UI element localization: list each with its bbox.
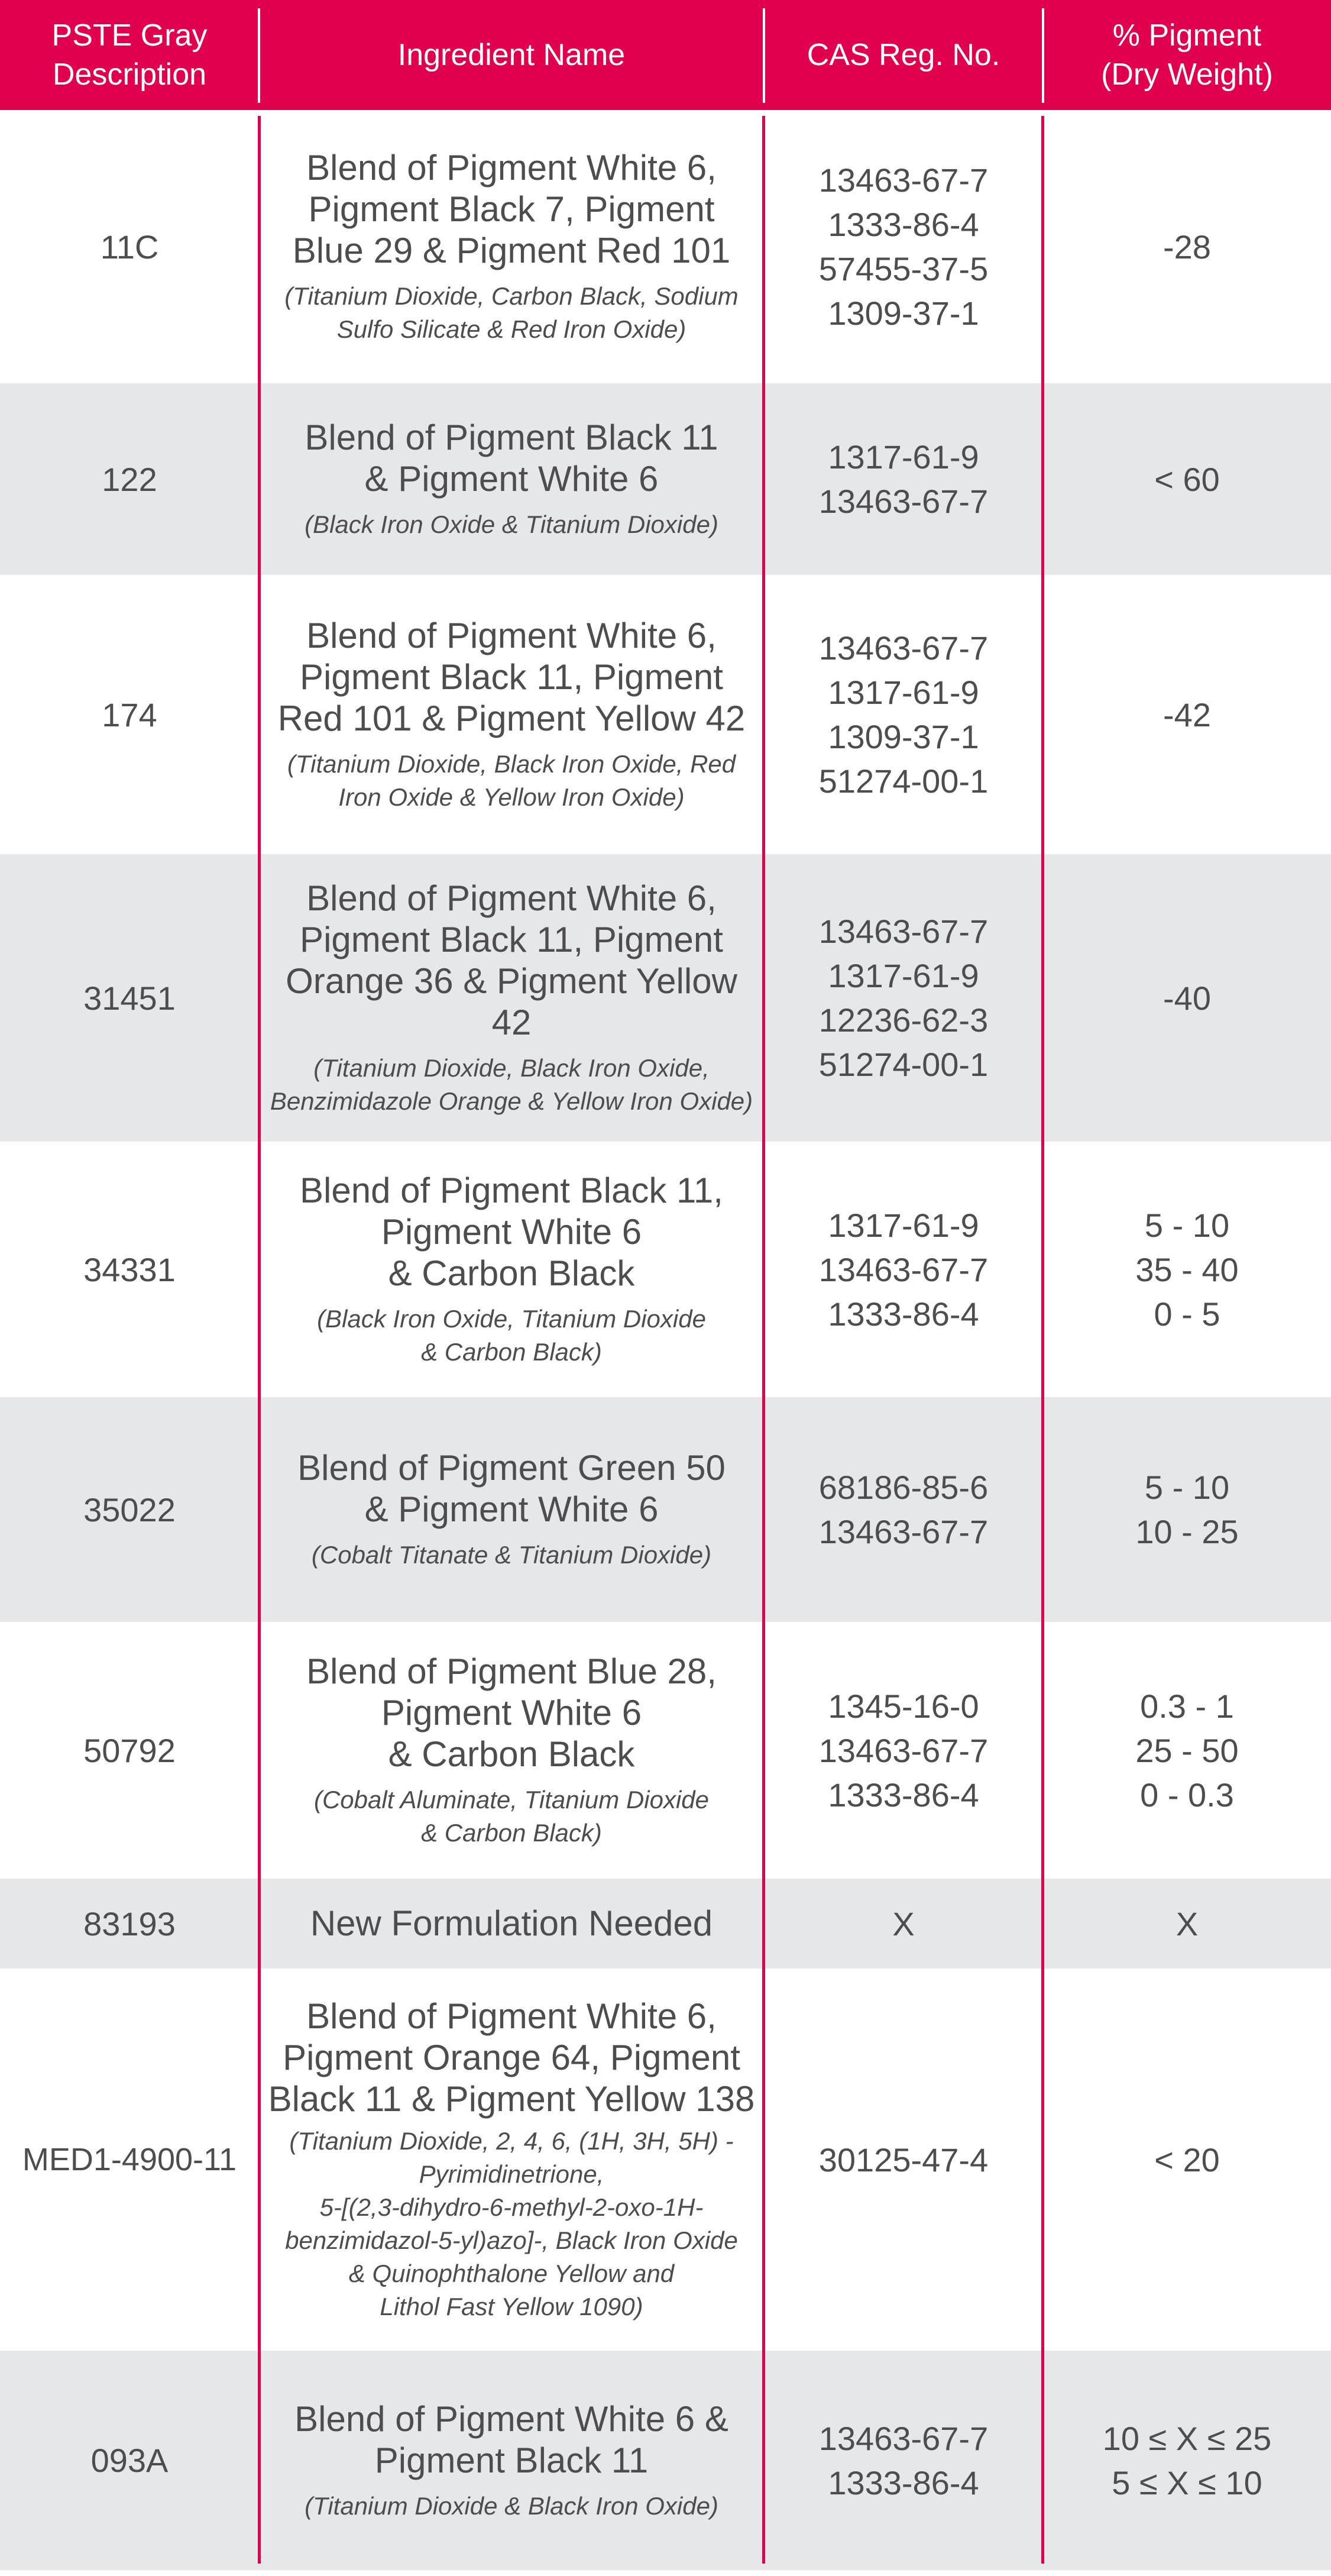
pste-gray-code: 122 [102, 460, 157, 498]
ingredient-cell [259, 1879, 764, 1969]
ingredient-description: (Titanium Dioxide, 2, 4, 6, (1H, 3H, 5H) - Pyrimidinetrione, 5-[(2,3-dihydro-6-methyl-2-oxo-1H- benzimidazol-5-yl)azo]-, Black Iron Oxide & Quinophthalone Yellow and Lithol Fast Yellow 1090) [285, 2127, 738, 2320]
pigment-percent: -42 [1163, 696, 1211, 733]
table-row [0, 110, 1331, 383]
header-divider [1042, 8, 1044, 103]
pste-gray-code: 35022 [83, 1491, 176, 1528]
pigment-percent: < 20 [1154, 2141, 1220, 2179]
header-pste-gray-description: PSTE Gray Description [51, 18, 208, 92]
header-pigment-dry-weight: % Pigment (Dry Weight) [1101, 18, 1273, 92]
ingredient-name: Blend of Pigment Black 11 & Pigment White 6 [305, 418, 718, 499]
ingredient-name: Blend of Pigment White 6 & Pigment Black 11 [294, 2399, 728, 2480]
pigment-percent: 5 - 10 35 - 40 0 - 5 [1135, 1206, 1239, 1333]
ingredient-cell [259, 1969, 764, 2351]
cas-numbers: 1345-16-0 13463-67-7 1333-86-4 [818, 1687, 989, 1814]
pste-gray-code: 34331 [83, 1250, 176, 1288]
cas-numbers: 68186-85-6 13463-67-7 [818, 1469, 989, 1550]
column-divider [762, 116, 765, 2564]
table-row [0, 854, 1331, 1142]
cas-numbers: 1317-61-9 13463-67-7 [818, 438, 989, 520]
ingredient-name: Blend of Pigment Black 11, Pigment White 6 & Carbon Black [300, 1171, 723, 1293]
header-cas-reg-no: CAS Reg. No. [807, 38, 1000, 72]
header-divider [258, 8, 260, 103]
pste-gray-code: 50792 [83, 1731, 176, 1769]
pigment-percent: 5 - 10 10 - 25 [1135, 1469, 1239, 1550]
header-ingredient-name: Ingredient Name [397, 38, 626, 72]
pigment-percent: -40 [1163, 979, 1211, 1017]
pigment-percent: < 60 [1154, 460, 1220, 498]
pste-gray-code: 83193 [83, 1905, 176, 1942]
ingredient-cell [259, 2351, 764, 2570]
pste-gray-code: MED1-4900-11 [22, 2142, 237, 2177]
ingredient-description: (Titanium Dioxide & Black Iron Oxide) [305, 2491, 718, 2520]
table-row [0, 575, 1331, 854]
ingredient-description: (Cobalt Aluminate, Titanium Dioxide & Carbon Black) [313, 1786, 710, 1847]
ingredient-description: (Titanium Dioxide, Black Iron Oxide, Red Iron Oxide & Yellow Iron Oxide) [287, 750, 736, 811]
ingredient-name: Blend of Pigment Blue 28, Pigment White 6 & Carbon Black [306, 1651, 717, 1774]
cas-numbers: 13463-67-7 1317-61-9 1309-37-1 51274-00-1 [818, 629, 989, 800]
ingredient-cell [259, 1622, 764, 1879]
pigment-percent: -28 [1163, 228, 1211, 266]
pste-gray-code: 093A [90, 2442, 169, 2479]
cas-numbers: 30125-47-4 [818, 2141, 989, 2179]
table-header [0, 0, 1331, 110]
pigment-percent: 0.3 - 1 25 - 50 0 - 0.3 [1135, 1687, 1239, 1814]
ingredient-name: Blend of Pigment Green 50 & Pigment White 6 [297, 1448, 726, 1529]
table-row [0, 1879, 1331, 1969]
ingredient-cell [259, 575, 764, 854]
pste-gray-code: 11C [100, 228, 159, 266]
table-row [0, 1622, 1331, 1879]
ingredient-cell [259, 383, 764, 575]
ingredient-cell [259, 110, 764, 383]
ingredient-name: Blend of Pigment White 6, Pigment Black 7, Pigment Blue 29 & Pigment Red 101 [292, 148, 731, 270]
column-divider [1041, 116, 1044, 2564]
column-divider [258, 116, 261, 2564]
ingredient-cell [259, 1397, 764, 1622]
cas-numbers: 13463-67-7 1333-86-4 [818, 2419, 989, 2501]
table-row [0, 1142, 1331, 1397]
pste-gray-code: 174 [102, 696, 157, 733]
ingredient-description: (Titanium Dioxide, Carbon Black, Sodium Sulfo Silicate & Red Iron Oxide) [284, 282, 739, 343]
pigment-percent: X [1175, 1905, 1199, 1942]
ingredient-description: (Titanium Dioxide, Black Iron Oxide, Benzimidazole Orange & Yellow Iron Oxide) [270, 1054, 753, 1115]
ingredient-cell [259, 1142, 764, 1397]
ingredient-description: (Cobalt Titanate & Titanium Dioxide) [311, 1541, 712, 1569]
ingredient-description: (Black Iron Oxide & Titanium Dioxide) [305, 510, 718, 538]
ingredient-cell [259, 854, 764, 1142]
ingredient-name: Blend of Pigment White 6, Pigment Black 11, Pigment Orange 36 & Pigment Yellow 42 [286, 878, 737, 1042]
pigment-percent: 10 ≤ X ≤ 25 5 ≤ X ≤ 10 [1102, 2419, 1272, 2501]
table-row [0, 1397, 1331, 1622]
ingredient-description: (Black Iron Oxide, Titanium Dioxide & Carbon Black) [317, 1305, 706, 1366]
pste-gray-code: 31451 [83, 979, 176, 1017]
ingredient-name: New Formulation Needed [310, 1903, 713, 1943]
cas-numbers: X [892, 1905, 915, 1942]
table-row [0, 1969, 1331, 2351]
cas-numbers: 1317-61-9 13463-67-7 1333-86-4 [818, 1206, 989, 1333]
cas-numbers: 13463-67-7 1317-61-9 12236-62-3 51274-00-1 [818, 913, 989, 1083]
header-divider [763, 8, 765, 103]
ingredient-name: Blend of Pigment White 6, Pigment Orange 64, Pigment Black 11 & Pigment Yellow 138 [268, 1996, 755, 2119]
ingredient-name: Blend of Pigment White 6, Pigment Black 11, Pigment Red 101 & Pigment Yellow 42 [277, 616, 746, 738]
table-row [0, 383, 1331, 575]
cas-numbers: 13463-67-7 1333-86-4 57455-37-5 1309-37-1 [818, 161, 989, 332]
table-row [0, 2351, 1331, 2570]
